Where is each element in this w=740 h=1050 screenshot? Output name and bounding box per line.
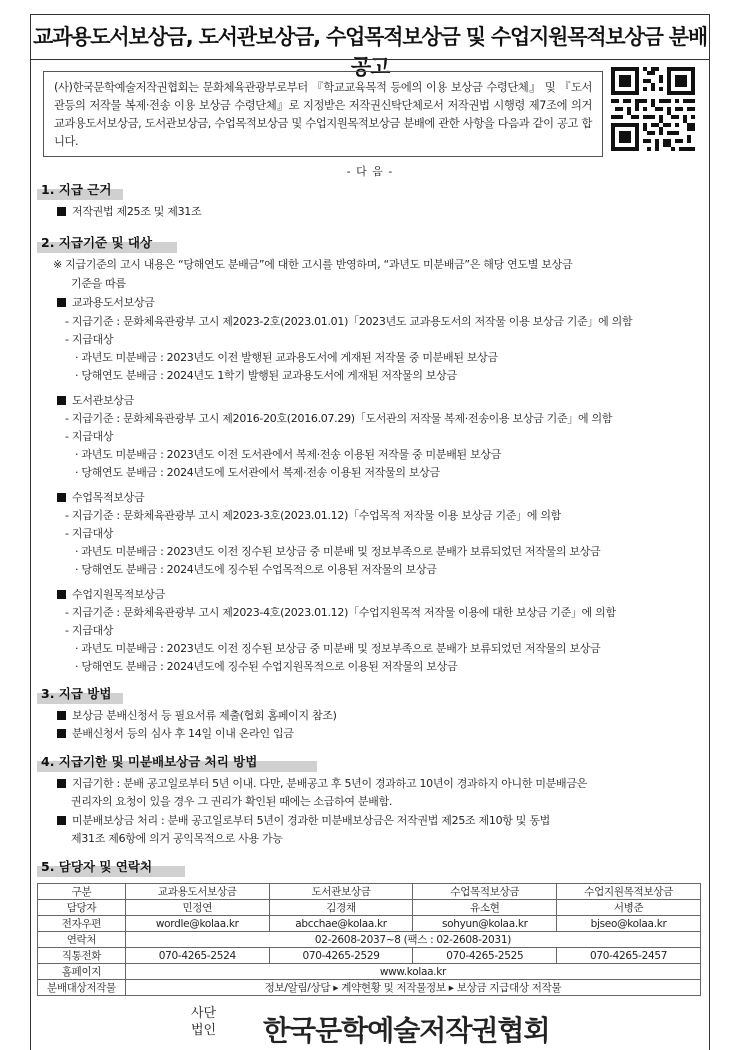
square-bullet-icon: [57, 207, 66, 216]
table-cell: 070-4265-2525: [413, 948, 557, 964]
table-cell: 서병준: [557, 900, 701, 916]
table-cell: 070-4265-2457: [557, 948, 701, 964]
section-4-heading: 4. 지급기한 및 미분배보상금 처리 방법: [37, 752, 317, 772]
item-target: - 지급대상: [65, 430, 114, 443]
item-target: - 지급대상: [65, 527, 114, 540]
table-cell: 홈페이지: [38, 964, 126, 980]
title-divider: [31, 59, 709, 60]
item-title: 수업지원목적보상금: [57, 587, 165, 602]
item-target: - 지급대상: [65, 333, 114, 346]
deadline-item: 지급기한 : 분배 공고일로부터 5년 이내. 다만, 분배공고 후 5년이 경과하고 10년이 경과하지 아니한 미분배금은: [57, 776, 587, 791]
section-3-heading: 3. 지급 방법: [37, 684, 123, 704]
org-type-line: 사단: [191, 1006, 217, 1021]
deadline-item-cont: 권리자의 요청이 있을 경우 그 권리가 확인된 때에는 소급하여 분배함.: [71, 795, 393, 808]
table-cell: 교과용도서보상금: [125, 884, 269, 900]
item-current: · 당해연도 분배금 : 2024년도 1학기 발행된 교과용도서에 게재된 저작물의 보상금: [75, 369, 457, 382]
org-type-line: 법인: [191, 1023, 217, 1038]
qr-code-icon[interactable]: [611, 67, 695, 151]
section-5-heading: 5. 담당자 및 연락처: [37, 857, 185, 877]
org-type-label: [191, 1005, 216, 1039]
organization-name: 한국문학예술저작권협회: [263, 1014, 550, 1047]
undistributed-item-cont: 제31조 제6항에 의거 공익목적으로 사용 가능: [71, 832, 283, 845]
note-line: 기준을 따름: [71, 277, 126, 290]
square-bullet-icon: [57, 711, 66, 720]
table-cell: 070-4265-2524: [125, 948, 269, 964]
email-link[interactable]: wordle@kolaa.kr: [125, 916, 269, 932]
section-2-heading: 2. 지급기준 및 대상: [37, 233, 177, 253]
dagum-heading: - 다 음 -: [346, 165, 394, 178]
item-title: 수업목적보상금: [57, 490, 144, 505]
contact-table: [37, 883, 701, 996]
item-title: 교과용도서보상금: [57, 295, 155, 310]
square-bullet-icon: [57, 729, 66, 738]
square-bullet-icon: [57, 396, 66, 405]
method-item: 분배신청서 등의 심사 후 14일 이내 온라인 입금: [57, 726, 294, 741]
table-cell: 연락처: [38, 932, 126, 948]
intro-box: (사)한국문학예술저작권협회는 문화체육관광부로부터 『학교교육목적 등에의 이용 보상금 수령단체』 및 『도서관등의 저작물 복제·전송 이용 보상금 수령단체』로 지정받은 저작권신탁단체로서 저작권법 시행령 제7조에 의거 교과용도서보상금, 도서관보상금, 수업목적보상금 및 수업지원목적보상금 분배에 관한 사항을 다음과 같이 공고 합니다.: [43, 71, 603, 157]
table-row: [38, 980, 701, 996]
table-cell: 도서관보상금: [269, 884, 413, 900]
table-cell: 담당자: [38, 900, 126, 916]
table-cell: 직통전화: [38, 948, 126, 964]
table-cell: 수업목적보상금: [413, 884, 557, 900]
table-row: [38, 948, 701, 964]
email-link[interactable]: sohyun@kolaa.kr: [413, 916, 557, 932]
table-row: [38, 932, 701, 948]
table-row: [38, 884, 701, 900]
table-cell: 유소현: [413, 900, 557, 916]
table-cell: 정보/알림/상담 ▸ 계약현황 및 저작물정보 ▸ 보상금 지급대상 저작물: [125, 980, 700, 996]
item-current: · 당해연도 분배금 : 2024년도에 징수된 수업지원목적으로 이용된 저작물의 보상금: [75, 660, 458, 673]
table-cell: 민정연: [125, 900, 269, 916]
table-cell: 070-4265-2529: [269, 948, 413, 964]
undistributed-item: 미분배보상금 처리 : 분배 공고일로부터 5년이 경과한 미분배보상금은 저작권법 제25조 제10항 및 동법: [57, 813, 550, 828]
item-standard: - 지급기준 : 문화체육관광부 고시 제2023-4호(2023.01.12)「수업지원목적 저작물 이용에 대한 보상금 기준」에 의함: [65, 606, 616, 619]
item-target: - 지급대상: [65, 624, 114, 637]
square-bullet-icon: [57, 298, 66, 307]
basis-item: 저작권법 제25조 및 제31조: [57, 204, 201, 219]
table-row: [38, 964, 701, 980]
square-bullet-icon: [57, 590, 66, 599]
item-current: · 당해연도 분배금 : 2024년도에 징수된 수업목적으로 이용된 저작물의 보상금: [75, 563, 437, 576]
method-item: 보상금 분배신청서 등 필요서류 제출(협회 홈페이지 참조): [57, 708, 337, 723]
notice-frame: [30, 14, 710, 1050]
item-standard: - 지급기준 : 문화체육관광부 고시 제2016-20호(2016.07.29)「도서관의 저작물 복제·전송이용 보상금 기준」에 의함: [65, 412, 613, 425]
table-row: [38, 916, 701, 932]
page-title: 교과용도서보상금, 도서관보상금, 수업목적보상금 및 수업지원목적보상금 분배공고: [33, 25, 707, 79]
email-link[interactable]: abcchae@kolaa.kr: [269, 916, 413, 932]
square-bullet-icon: [57, 493, 66, 502]
section-1-heading: 1. 지급 근거: [37, 180, 123, 200]
table-cell: 분배대상저작물: [38, 980, 126, 996]
table-cell: 구분: [38, 884, 126, 900]
item-past: · 과년도 미분배금 : 2023년도 이전 징수된 보상금 중 미분배 및 정보부족으로 분배가 보류되었던 저작물의 보상금: [75, 545, 601, 558]
homepage-link[interactable]: www.kolaa.kr: [125, 964, 700, 980]
item-title: 도서관보상금: [57, 393, 134, 408]
square-bullet-icon: [57, 779, 66, 788]
item-past: · 과년도 미분배금 : 2023년도 이전 발행된 교과용도서에 게재된 저작물 중 미분배된 보상금: [75, 351, 498, 364]
table-cell: 김경채: [269, 900, 413, 916]
table-cell: 수업지원목적보상금: [557, 884, 701, 900]
table-cell: 전자우편: [38, 916, 126, 932]
item-current: · 당해연도 분배금 : 2024년도에 도서관에서 복제·전송 이용된 저작물의 보상금: [75, 466, 440, 479]
item-standard: - 지급기준 : 문화체육관광부 고시 제2023-3호(2023.01.12)「수업목적 저작물 이용 보상금 기준」에 의함: [65, 509, 561, 522]
table-cell: 02-2608-2037~8 (팩스 : 02-2608-2031): [125, 932, 700, 948]
note-line: ※ 지급기준의 고시 내용은 “당해연도 분배금”에 대한 고시를 반영하며, “과년도 미분배금”은 해당 연도별 보상금: [53, 258, 573, 271]
table-row: [38, 900, 701, 916]
email-link[interactable]: bjseo@kolaa.kr: [557, 916, 701, 932]
item-past: · 과년도 미분배금 : 2023년도 이전 도서관에서 복제·전송 이용된 저작물 중 미분배된 보상금: [75, 448, 502, 461]
square-bullet-icon: [57, 816, 66, 825]
item-past: · 과년도 미분배금 : 2023년도 이전 징수된 보상금 중 미분배 및 정보부족으로 분배가 보류되었던 저작물의 보상금: [75, 642, 601, 655]
item-standard: - 지급기준 : 문화체육관광부 고시 제2023-2호(2023.01.01)「2023년도 교과용도서의 저작물 이용 보상금 기준」에 의함: [65, 315, 633, 328]
